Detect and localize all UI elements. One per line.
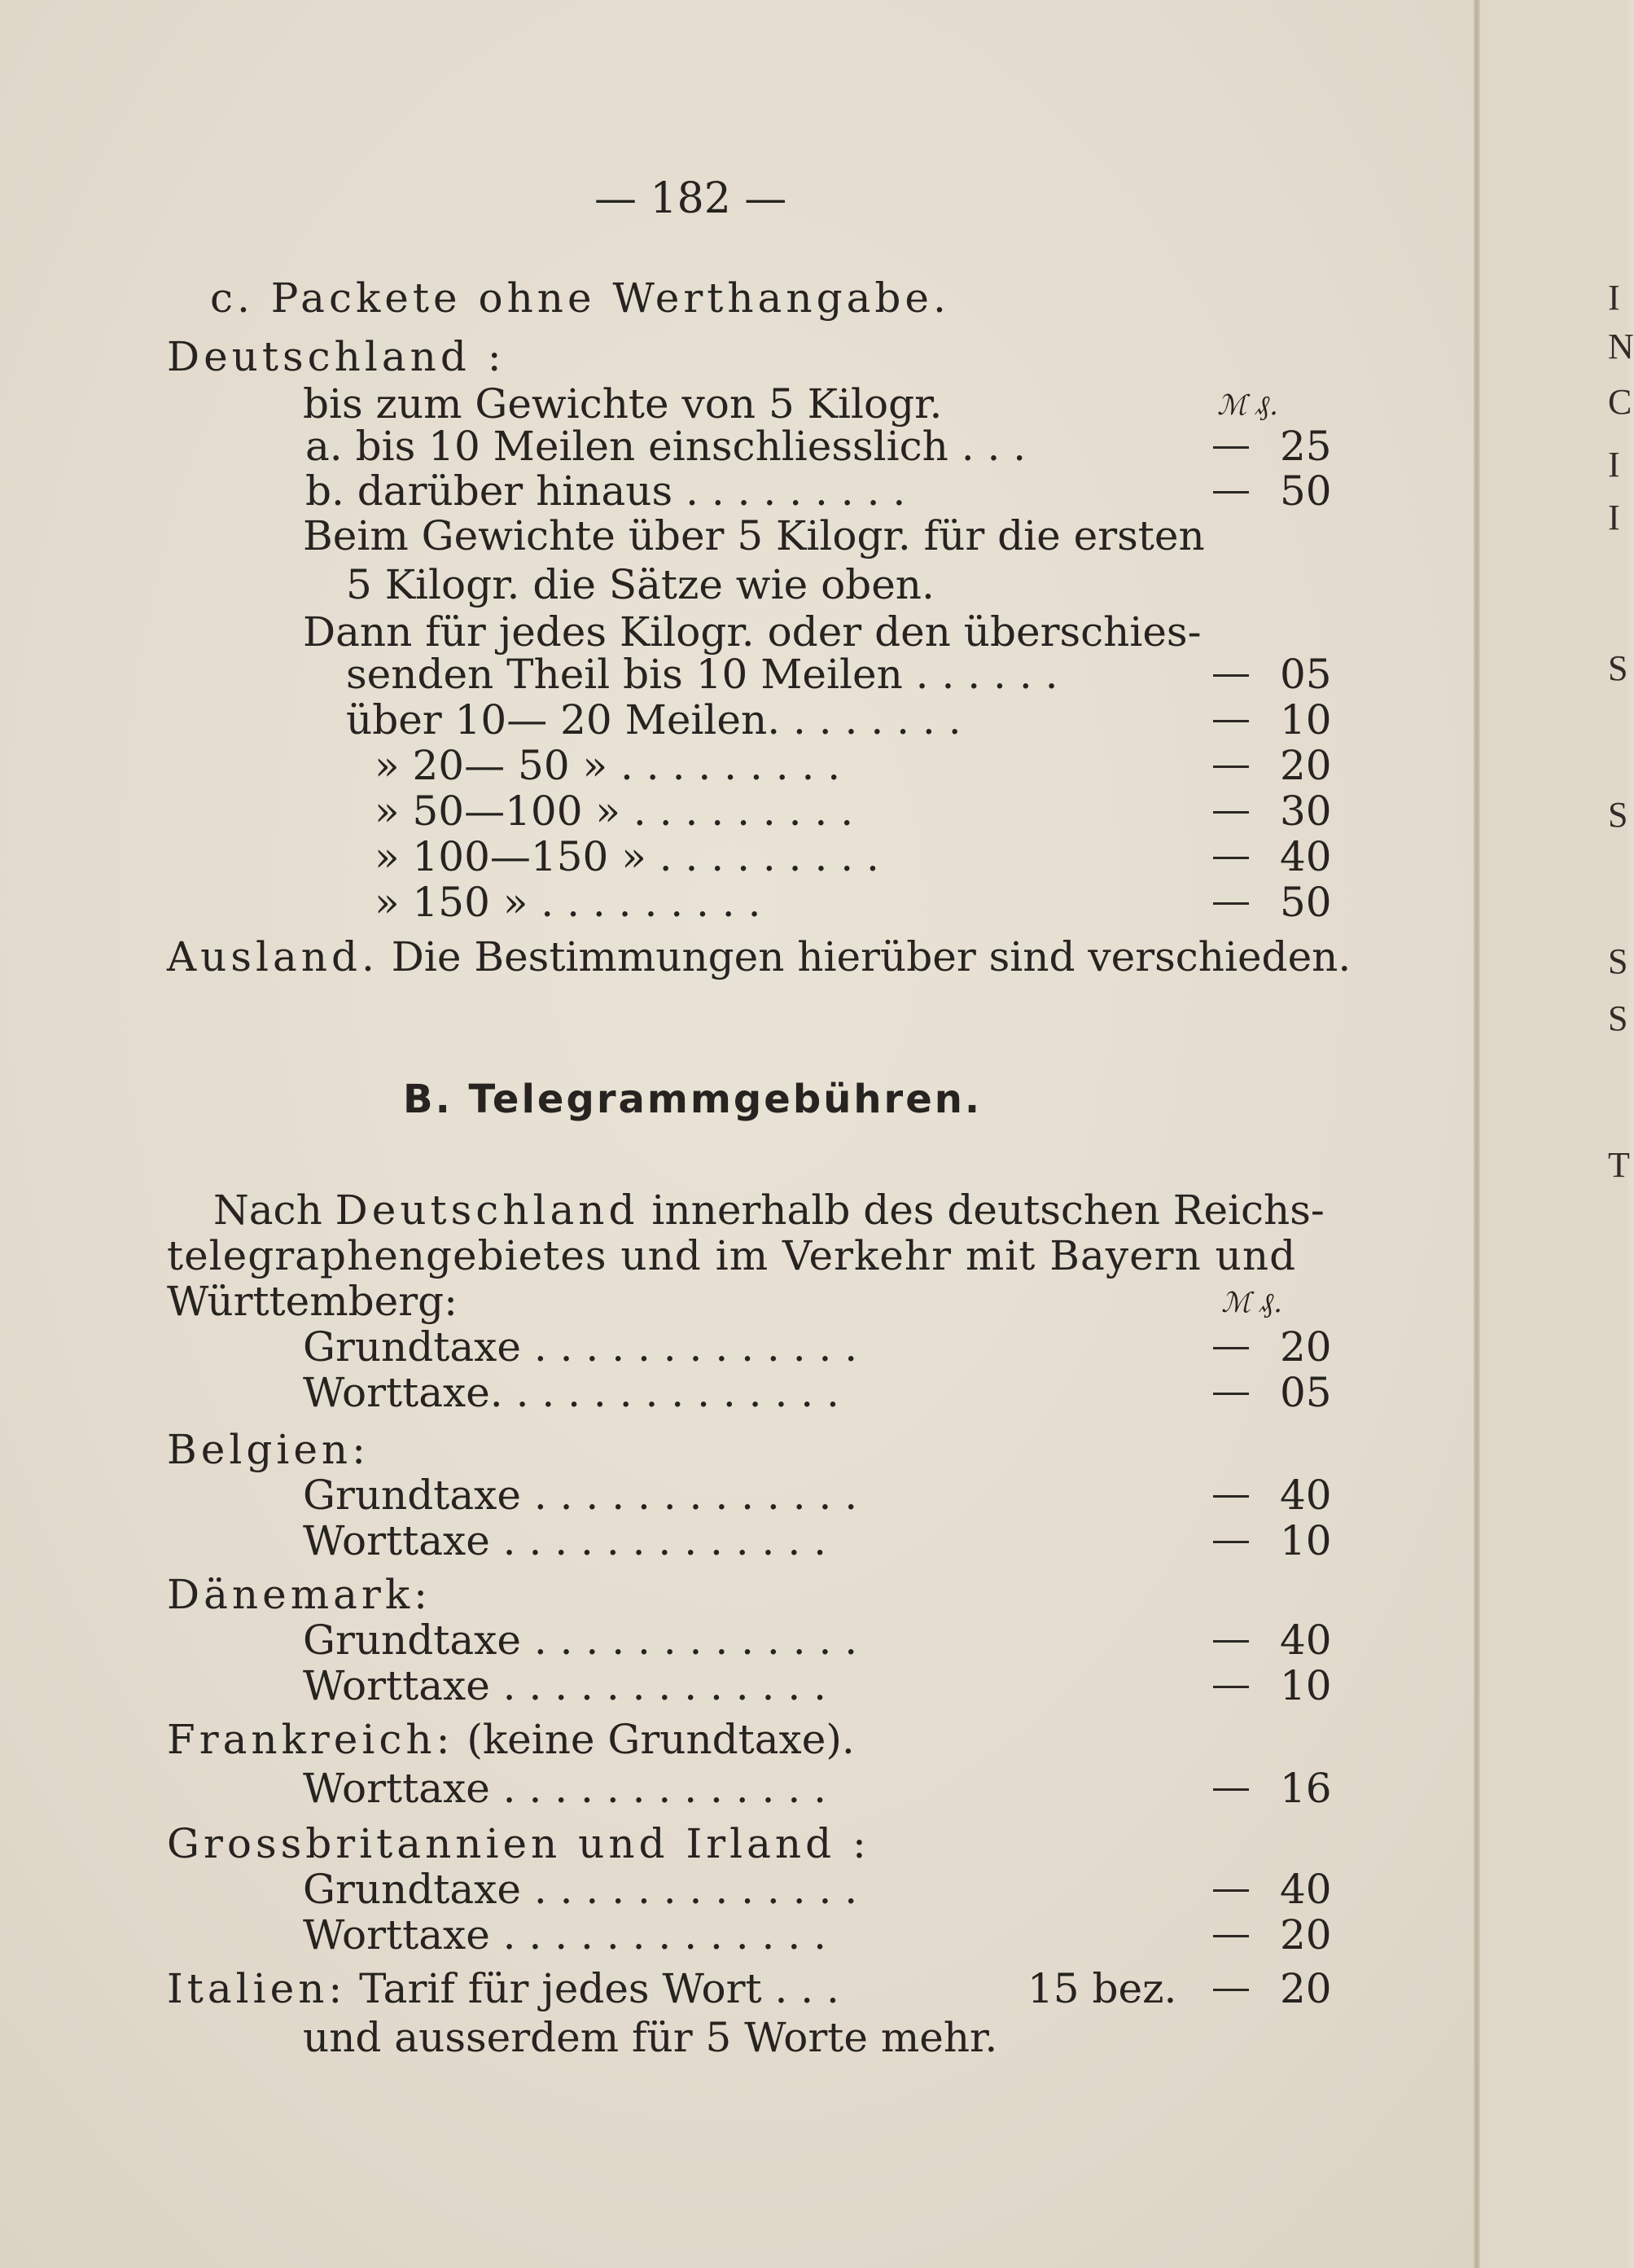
edge-letter: S — [1608, 648, 1628, 688]
section-b-heading: B. Telegrammgebühren. — [403, 1077, 983, 1122]
tax-value: 05 — [1280, 1369, 1332, 1416]
distance-row: » 20— 50 » . . . . . . . . . — [375, 742, 841, 789]
italien-line-2: und ausserdem für 5 Worte mehr. — [303, 2014, 998, 2061]
italien-value: 20 — [1280, 1965, 1332, 2012]
ausland-label: Ausland. — [167, 933, 379, 980]
tax-value: 20 — [1280, 1911, 1332, 1959]
italien-text: Tarif für jedes Wort . . . — [346, 1965, 839, 2012]
dash — [1213, 491, 1249, 494]
distance-value: 40 — [1280, 833, 1332, 880]
edge-letter: S — [1608, 795, 1628, 835]
tax-row: Worttaxe . . . . . . . . . . . . . — [303, 1911, 827, 1959]
dash — [1213, 1788, 1249, 1791]
daenemark-label: Dänemark: — [167, 1571, 431, 1618]
distance-value: 50 — [1280, 879, 1332, 926]
dash — [1213, 1541, 1249, 1543]
dash — [1213, 674, 1249, 677]
edge-letter: I — [1608, 278, 1620, 318]
dash — [1213, 766, 1249, 768]
dash — [1213, 811, 1249, 814]
currency-mark: ℳ ₰. — [1217, 389, 1278, 422]
italien-bez: 15 bez. — [1027, 1965, 1177, 2012]
page-number: — 182 — — [594, 174, 787, 223]
dash — [1213, 720, 1249, 722]
rate-value-b: 50 — [1280, 467, 1332, 515]
edge-letter: S — [1608, 941, 1628, 981]
tax-row: Worttaxe. . . . . . . . . . . . . . — [303, 1369, 839, 1416]
tax-value: 40 — [1280, 1617, 1332, 1664]
dash — [1213, 1889, 1249, 1892]
over-weight-line-1: Beim Gewichte über 5 Kilogr. für die ersten — [303, 512, 1205, 559]
tax-row: Worttaxe . . . . . . . . . . . . . — [303, 1662, 827, 1709]
tax-value: 10 — [1280, 1517, 1332, 1564]
dash — [1213, 1989, 1249, 1991]
frankreich-line — [167, 1717, 855, 1762]
ausland-line — [167, 934, 1351, 980]
dash — [1213, 1640, 1249, 1643]
currency-mark: ℳ ₰. — [1221, 1287, 1282, 1319]
over-weight-line-2: 5 Kilogr. die Sätze wie oben. — [346, 561, 935, 608]
weight-line: bis zum Gewichte von 5 Kilogr. — [303, 380, 943, 428]
edge-letter: C — [1608, 382, 1632, 422]
dash — [1213, 1393, 1249, 1395]
facing-page-edge — [1480, 0, 1628, 2268]
gb-label: Grossbritannien und Irland : — [167, 1820, 870, 1867]
intro-country: Deutschland — [335, 1187, 639, 1234]
rate-row-a: a. bis 10 Meilen einschliesslich . . . — [305, 423, 1027, 470]
ausland-text: Die Bestimmungen hierüber sind verschieden. — [391, 933, 1351, 980]
tax-value: 10 — [1280, 1662, 1332, 1709]
intro-line-2: telegraphengebietes und im Verkehr mit Bayern und — [167, 1232, 1297, 1279]
italien-label: Italien: — [167, 1965, 347, 2012]
tax-row: Grundtaxe . . . . . . . . . . . . . — [303, 1323, 858, 1371]
belgien-label: Belgien: — [167, 1426, 370, 1473]
distance-row: über 10— 20 Meilen. . . . . . . . — [346, 696, 962, 744]
frankreich-note: (keine Grundtaxe). — [453, 1716, 855, 1763]
distance-value: 10 — [1280, 696, 1332, 744]
intro-line-3: Württemberg: — [167, 1278, 458, 1325]
distance-row: » 150 » . . . . . . . . . — [375, 879, 761, 926]
edge-letter: T — [1608, 1145, 1630, 1185]
tax-row: Grundtaxe . . . . . . . . . . . . . — [303, 1472, 858, 1519]
dash — [1213, 1686, 1249, 1688]
deutschland-label: Deutschland : — [167, 333, 506, 380]
rate-value-a: 25 — [1280, 423, 1332, 470]
intro-text: Nach — [213, 1187, 335, 1234]
dash — [1213, 857, 1249, 859]
edge-letter: I — [1608, 498, 1620, 537]
dash — [1213, 446, 1249, 449]
tax-row: Worttaxe . . . . . . . . . . . . . — [303, 1765, 827, 1812]
dash — [1213, 1935, 1249, 1937]
extra-line-1: Dann für jedes Kilogr. oder den überschies- — [303, 608, 1202, 656]
distance-value: 30 — [1280, 787, 1332, 835]
tax-row: Grundtaxe . . . . . . . . . . . . . — [303, 1866, 858, 1913]
section-c-title: c. Packete ohne Werthangabe. — [210, 274, 950, 322]
dash — [1213, 902, 1249, 905]
tax-value: 40 — [1280, 1866, 1332, 1913]
distance-value: 20 — [1280, 742, 1332, 789]
dash — [1213, 1347, 1249, 1349]
edge-letter: S — [1608, 998, 1628, 1038]
distance-row: senden Theil bis 10 Meilen . . . . . . — [346, 651, 1058, 698]
page-gutter — [1474, 0, 1480, 2268]
rate-row-b: b. darüber hinaus . . . . . . . . . — [305, 467, 906, 515]
frankreich-label: Frankreich: — [167, 1716, 454, 1763]
italien-line — [167, 1966, 839, 2011]
distance-value: 05 — [1280, 651, 1332, 698]
distance-row: » 100—150 » . . . . . . . . . — [375, 833, 879, 880]
intro-line-1 — [213, 1187, 1325, 1233]
tax-value: 20 — [1280, 1323, 1332, 1371]
dash — [1213, 1495, 1249, 1498]
tax-value: 16 — [1280, 1765, 1332, 1812]
tax-row: Grundtaxe . . . . . . . . . . . . . — [303, 1617, 858, 1664]
edge-letter: I — [1608, 445, 1620, 485]
tax-value: 40 — [1280, 1472, 1332, 1519]
tax-row: Worttaxe . . . . . . . . . . . . . — [303, 1517, 827, 1564]
edge-letter: N — [1608, 327, 1634, 366]
distance-row: » 50—100 » . . . . . . . . . — [375, 787, 854, 835]
intro-text: innerhalb des deutschen Reichs- — [638, 1187, 1325, 1234]
